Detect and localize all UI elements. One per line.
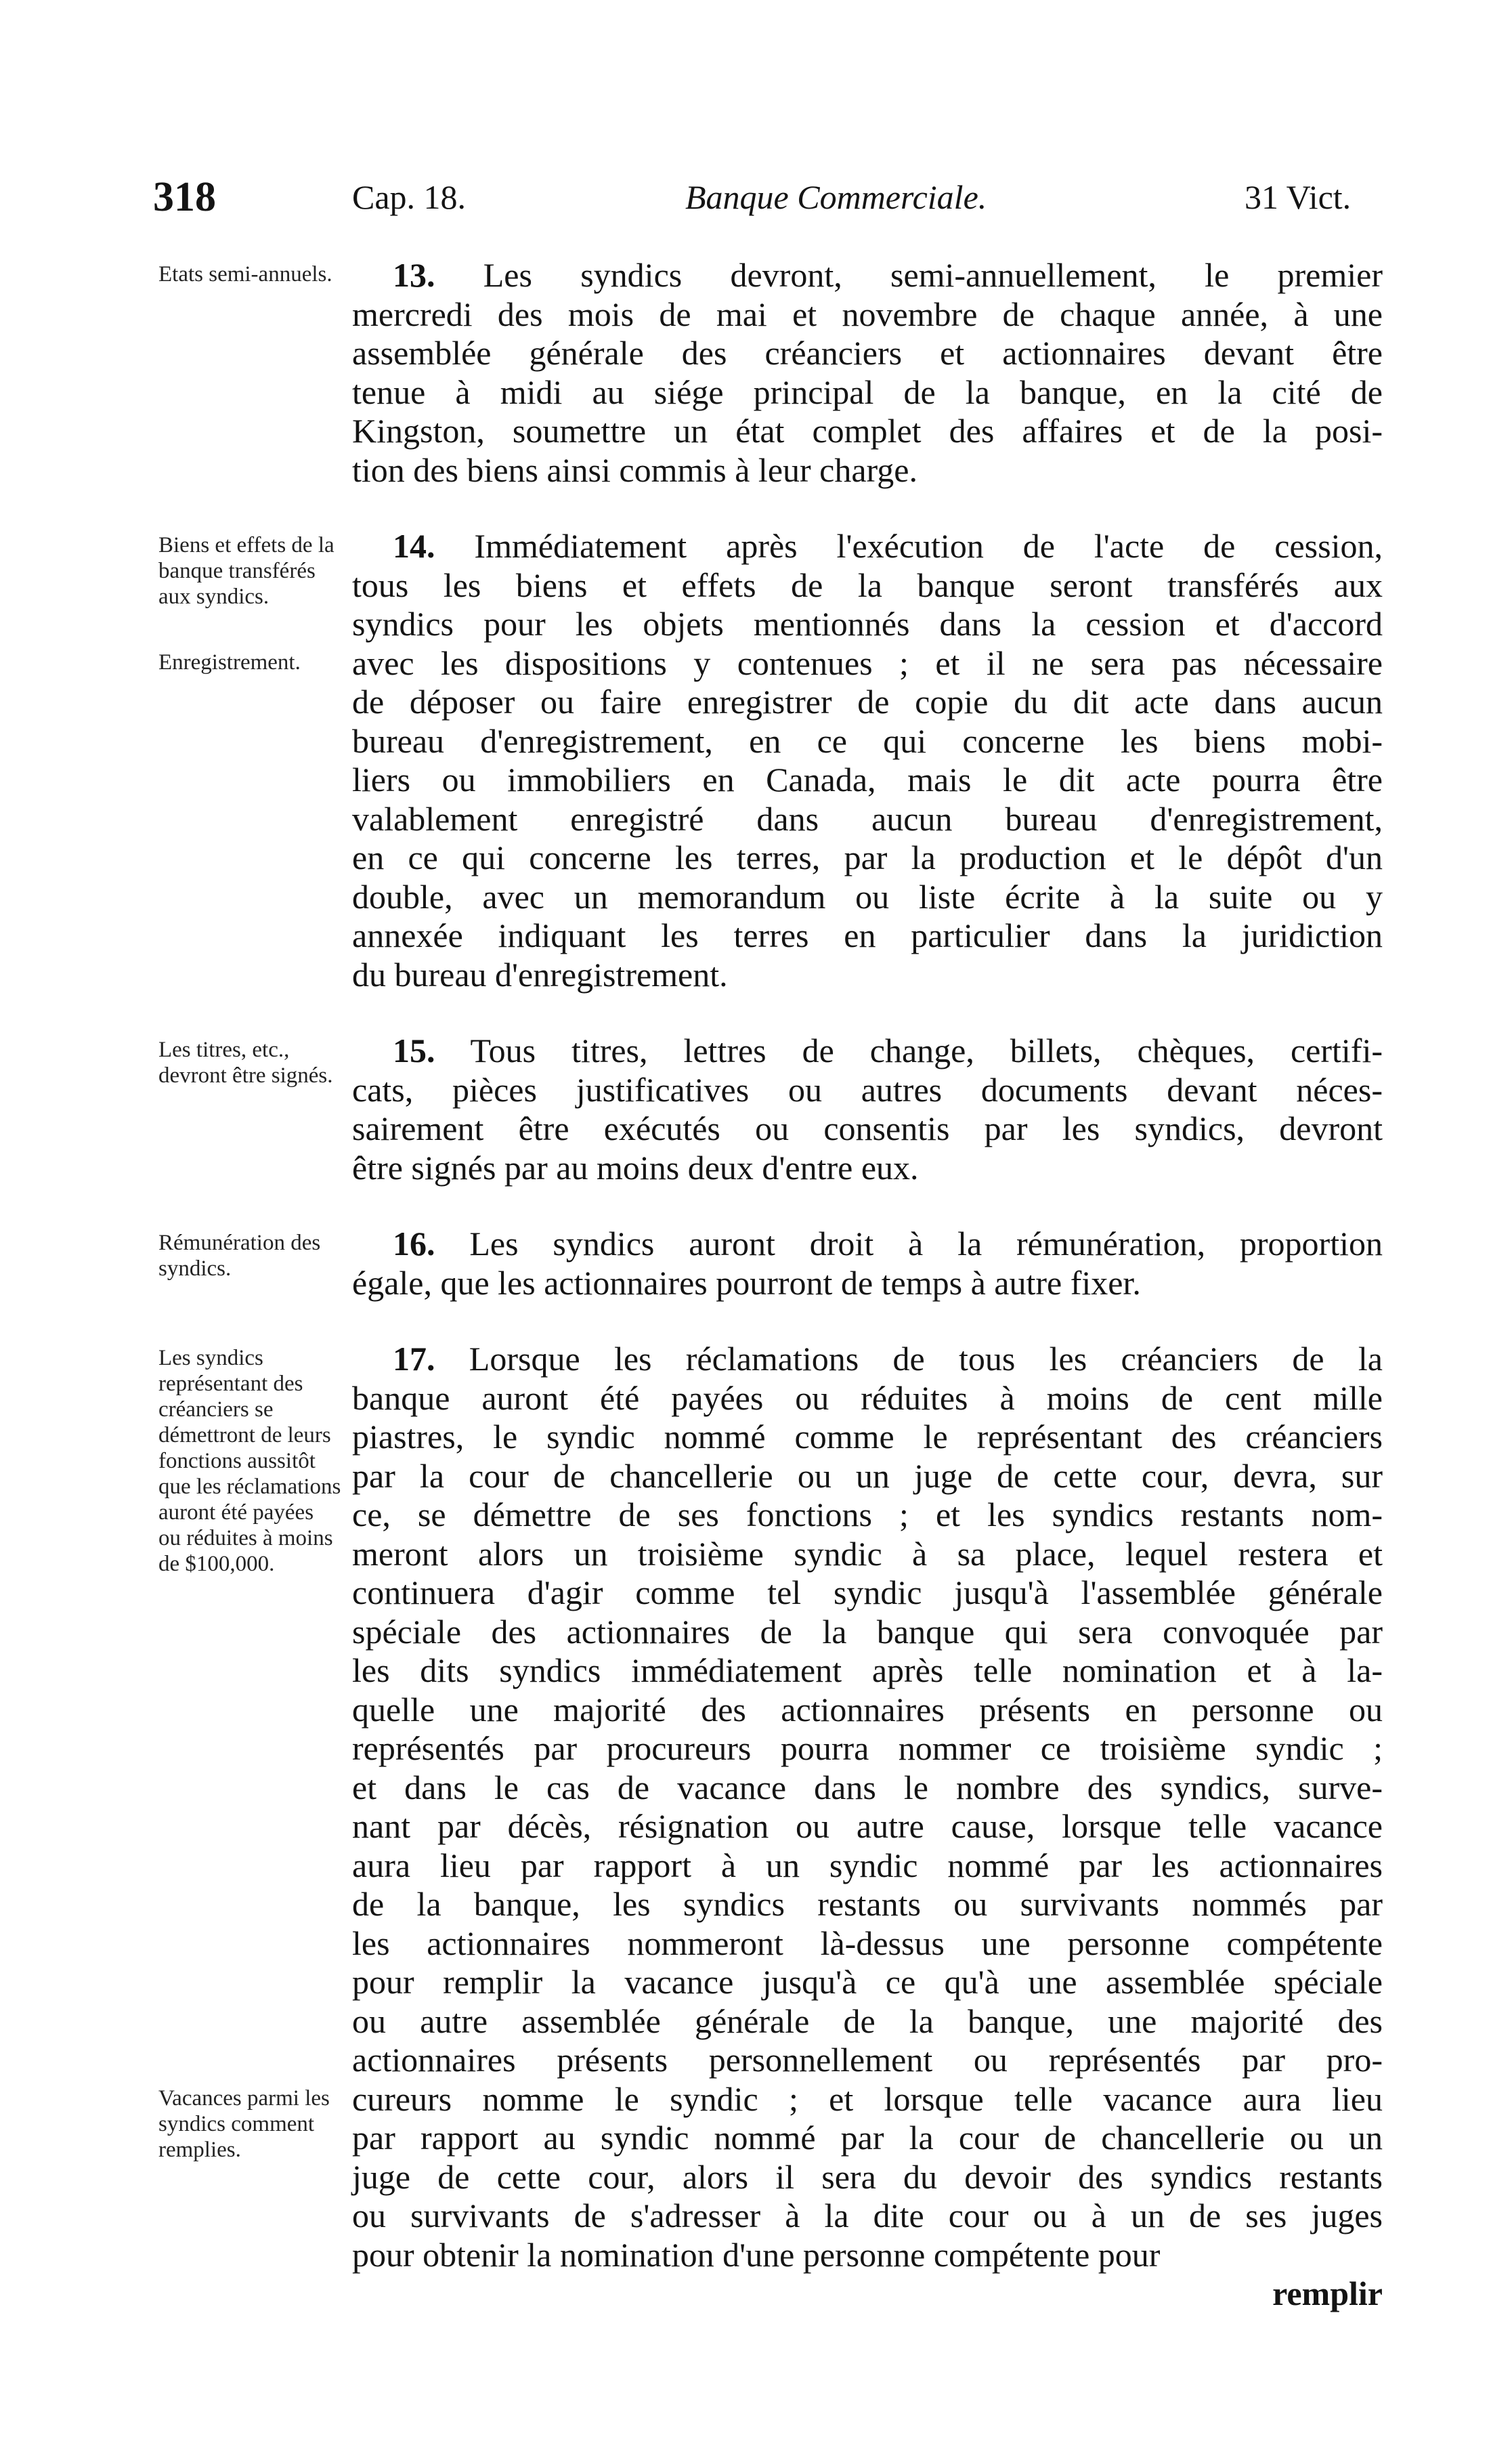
page-number: 318 <box>153 174 216 220</box>
text-line: pour obtenir la nomination d'une personne compétente pour <box>352 2235 1161 2274</box>
section-number: 16. <box>393 1225 435 1263</box>
section-13 <box>0 256 1512 490</box>
text-line: par rapport au syndic nommé par la cour de chancellerie ou un <box>352 2119 1383 2157</box>
text-line: pour remplir la vacance jusqu'à ce qu'à une assemblée spéciale <box>352 1963 1383 2001</box>
text-line: double, avec un memorandum ou liste écrite à la suite ou y <box>352 877 1383 916</box>
chapter-label: Cap. 18. <box>352 178 467 216</box>
text-line: nant par décès, résignation ou autre cause, lorsque telle vacance <box>352 1807 1383 1845</box>
margin-note: Les syndics représentant des créanciers se démettront de leurs fonctions aussitôt que les réclamations auront été payées ou réduites à moins de $100,000. <box>158 1346 341 1576</box>
text-line: piastres, le syndic nommé comme le représentant des créanciers <box>352 1418 1383 1456</box>
margin-note: Biens et effets de la banque transférés aux syndics. <box>158 533 334 609</box>
text-line: tous les biens et effets de la banque seront transférés aux <box>352 566 1383 604</box>
margin-note: Les titres, etc., devront être signés. <box>158 1038 333 1088</box>
text-line: meront alors un troisième syndic à sa place, lequel restera et <box>352 1534 1383 1573</box>
margin-notes <box>158 532 341 675</box>
text-line: égale, que les actionnaires pourront de temps à autre fixer. <box>352 1263 1141 1302</box>
section-17 <box>0 1340 1512 2314</box>
margin-note: Vacances parmi les syndics comment remplies. <box>158 2085 330 2162</box>
text-line-content: Lorsque les réclamations de tous les créanciers de la <box>435 1340 1383 1378</box>
text-line: assemblée générale des créanciers et actionnaires devant être <box>352 334 1383 372</box>
text-line: syndics pour les objets mentionnés dans la cession et d'accord <box>352 605 1383 643</box>
text-line: actionnaires présents personnellement ou représentés par pro- <box>352 2041 1383 2079</box>
margin-notes <box>158 1345 341 2162</box>
section-14 <box>0 527 1512 994</box>
text-line: continuera d'agir comme tel syndic jusqu'à l'assemblée générale <box>352 1573 1383 1611</box>
text-line: les dits syndics immédiatement après telle nomination et à la- <box>352 1651 1383 1689</box>
section-text <box>352 1340 1383 2314</box>
text-line: les actionnaires nommeront là-dessus une personne compétente <box>352 1924 1383 1962</box>
text-line: mercredi des mois de mai et novembre de chaque année, à une <box>352 295 1383 333</box>
text-line: banque auront été payées ou réduites à moins de cent mille <box>352 1378 1383 1417</box>
text-line: liers ou immobiliers en Canada, mais le dit acte pourra être <box>352 761 1383 799</box>
text-line: cats, pièces justificatives ou autres documents devant néces- <box>352 1070 1383 1109</box>
running-title: Banque Commerciale. <box>685 178 987 216</box>
text-line: valablement enregistré dans aucun bureau d'enregistrement, <box>352 799 1383 838</box>
margin-notes <box>158 261 341 305</box>
section-16 <box>0 1225 1512 1302</box>
margin-notes <box>158 1230 341 1299</box>
document-body <box>0 256 1512 2351</box>
text-line <box>352 1225 1383 1264</box>
text-line: du bureau d'enregistrement. <box>352 955 728 994</box>
section-15 <box>0 1032 1512 1187</box>
text-line: par la cour de chancellerie ou un juge de cette cour, devra, sur <box>352 1456 1383 1495</box>
text-line: aura lieu par rapport à un syndic nommé par les actionnaires <box>352 1846 1383 1884</box>
section-text <box>352 256 1383 490</box>
margin-note: Rémunération des syndics. <box>158 1231 321 1281</box>
text-line-content: Les syndics auront droit à la rémunération, proportion <box>435 1225 1383 1263</box>
text-line-content: Immédiatement après l'exécution de l'acte de cession, <box>435 527 1383 565</box>
text-line: sairement être exécutés ou consentis par les syndics, devront <box>352 1109 1383 1147</box>
text-line: en ce qui concerne les terres, par la production et le dépôt d'un <box>352 839 1383 876</box>
text-line <box>352 1032 1383 1071</box>
text-line: bureau d'enregistrement, en ce qui concerne les biens mobi- <box>352 721 1383 760</box>
text-line: et dans le cas de vacance dans le nombre des syndics, surve- <box>352 1768 1383 1806</box>
margin-notes <box>158 1037 341 1106</box>
section-number: 14. <box>393 527 435 565</box>
text-line: ce, se démettre de ses fonctions ; et les syndics restants nom- <box>352 1496 1383 1533</box>
text-line: de déposer ou faire enregistrer de copie du dit acte dans aucun <box>352 683 1383 721</box>
text-line <box>352 1340 1383 1379</box>
text-line <box>352 527 1383 566</box>
text-line-content: Les syndics devront, semi-annuellement, le premier <box>435 256 1383 294</box>
margin-note: Etats semi-annuels. <box>158 262 332 287</box>
text-line: annexée indiquant les terres en particulier dans la juridiction <box>352 916 1383 954</box>
catchword: remplir <box>1272 2274 1383 2312</box>
text-line: juge de cette cour, alors il sera du devoir des syndics restants <box>352 2157 1383 2196</box>
section-text <box>352 1032 1383 1187</box>
text-line: tion des biens ainsi commis à leur charge. <box>352 450 917 489</box>
text-line: quelle une majorité des actionnaires présents en personne ou <box>352 1690 1383 1729</box>
text-line: représentés par procureurs pourra nommer ce troisième syndic ; <box>352 1729 1383 1767</box>
section-number: 15. <box>393 1032 435 1069</box>
text-line: avec les dispositions y contenues ; et il ne sera pas nécessaire <box>352 643 1383 682</box>
regnal-year: 31 Vict. <box>1245 178 1352 216</box>
text-line: Kingston, soumettre un état complet des affaires et de la posi- <box>352 412 1383 450</box>
text-line: être signés par au moins deux d'entre eux. <box>352 1148 919 1187</box>
text-line: ou survivants de s'adresser à la dite cour ou à un de ses juges <box>352 2197 1383 2234</box>
text-line: tenue à midi au siége principal de la banque, en la cité de <box>352 373 1383 411</box>
section-number: 13. <box>393 256 435 294</box>
page-header <box>0 174 1512 232</box>
text-line <box>352 256 1383 295</box>
section-text <box>352 527 1383 994</box>
margin-note: Enregistrement. <box>158 650 301 675</box>
text-line-content: Tous titres, lettres de change, billets, chèques, certifi- <box>435 1032 1383 1069</box>
section-text <box>352 1225 1383 1302</box>
section-number: 17. <box>393 1340 435 1378</box>
text-line: spéciale des actionnaires de la banque qui sera convoquée par <box>352 1612 1383 1651</box>
text-line: de la banque, les syndics restants ou survivants nommés par <box>352 1885 1383 1923</box>
text-line: cureurs nomme le syndic ; et lorsque telle vacance aura lieu <box>352 2079 1383 2118</box>
text-line: ou autre assemblée générale de la banque, une majorité des <box>352 2001 1383 2040</box>
